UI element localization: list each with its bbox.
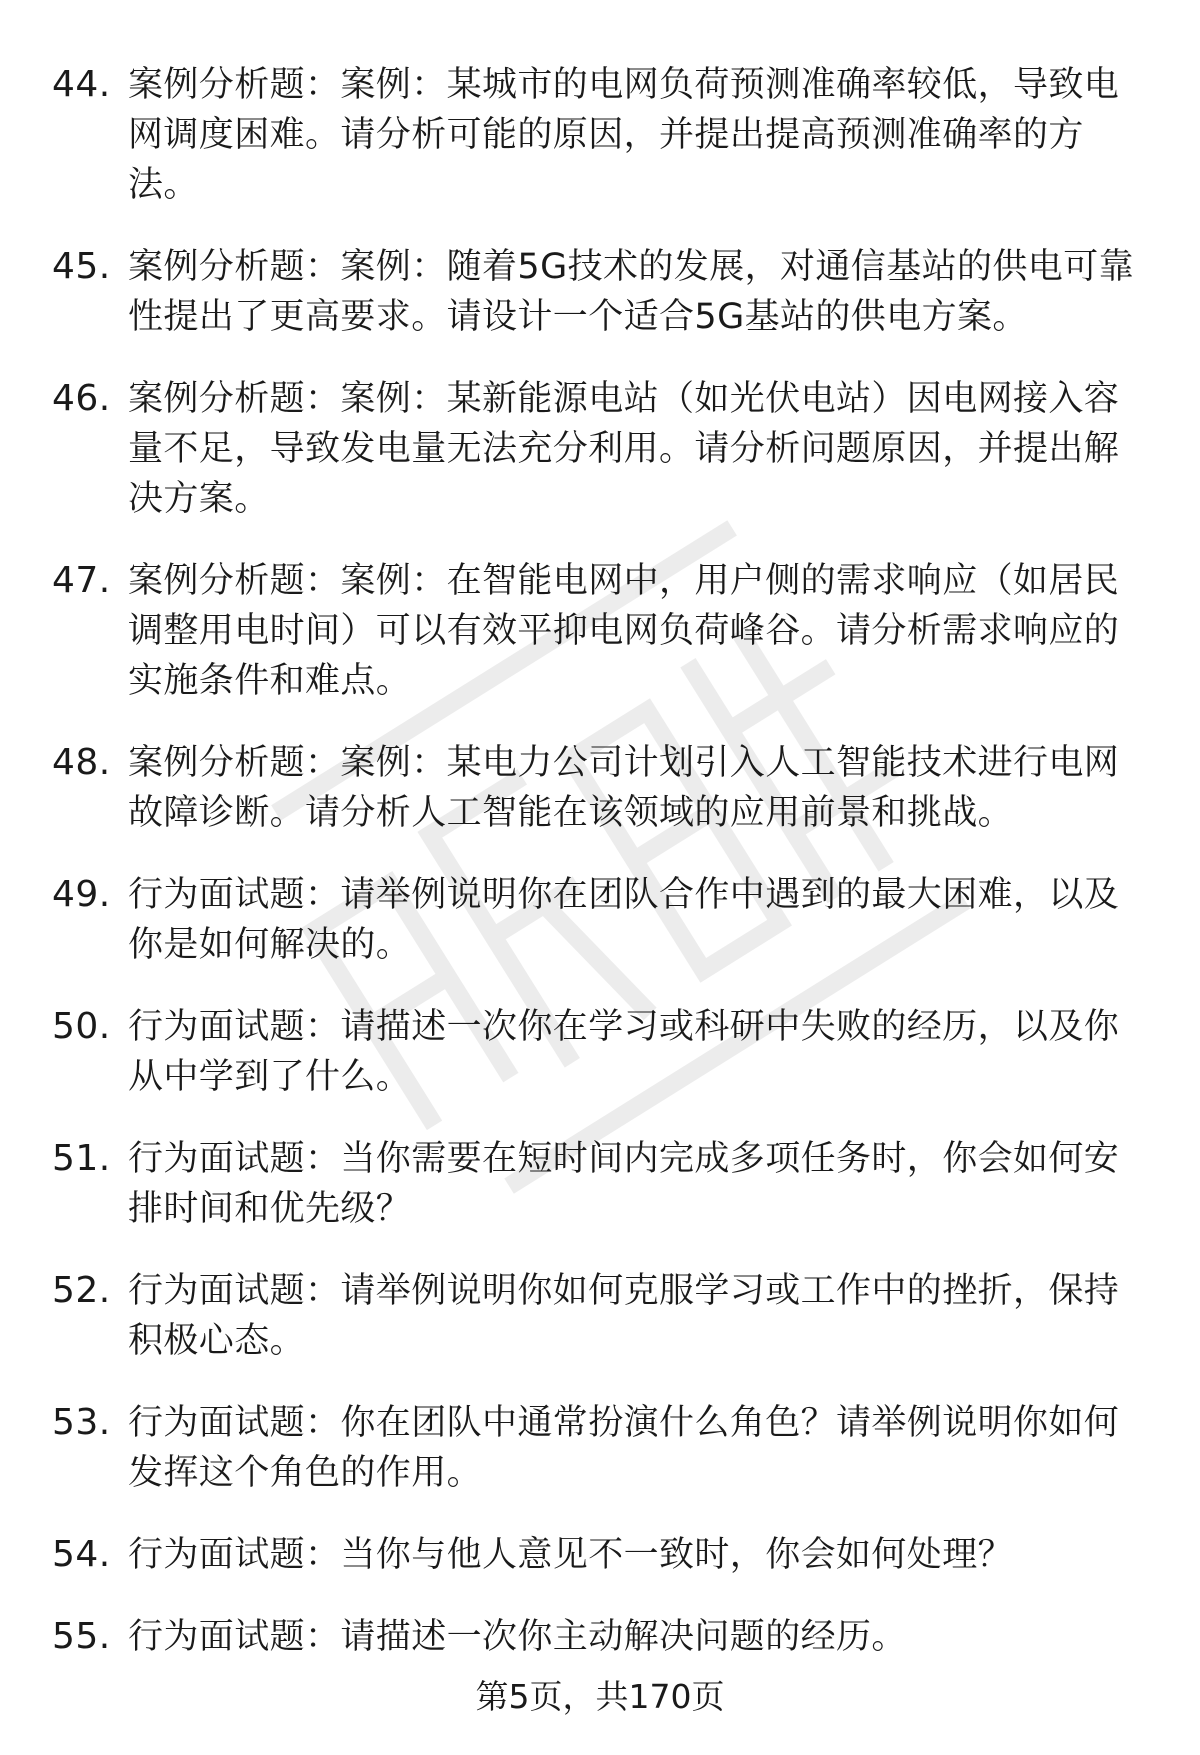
question-item [52, 1134, 1152, 1234]
question-number: 54. [52, 1534, 111, 1575]
question-text: 行为面试题：你在团队中通常扮演什么角色？请举例说明你如何发挥这个角色的作用。 [128, 1403, 1120, 1493]
question-item [52, 1002, 1152, 1102]
question-text: 行为面试题：请举例说明你如何克服学习或工作中的挫折，保持积极心态。 [128, 1271, 1120, 1361]
question-number: 52. [52, 1270, 111, 1311]
question-text: 案例分析题：案例：某电力公司计划引入人工智能技术进行电网故障诊断。请分析人工智能在该领域的应用前景和挑战。 [128, 743, 1120, 833]
question-item [52, 1398, 1152, 1498]
question-item [52, 242, 1152, 342]
question-text: 行为面试题：当你与他人意见不一致时，你会如何处理？ [128, 1535, 1014, 1575]
question-number: 46. [52, 378, 111, 419]
question-text: 案例分析题：案例：随着5G技术的发展，对通信基站的供电可靠性提出了更高要求。请设计一个适合5G基站的供电方案。 [128, 247, 1134, 337]
question-number: 53. [52, 1402, 111, 1443]
question-item [52, 374, 1152, 524]
page-number-footer: 第5页，共170页 [475, 1677, 725, 1716]
question-number: 48. [52, 742, 111, 783]
question-number: 44. [52, 64, 111, 105]
question-number: 51. [52, 1138, 111, 1179]
question-item [52, 60, 1152, 210]
question-text: 案例分析题：案例：在智能电网中，用户侧的需求响应（如居民调整用电时间）可以有效平抑电网负荷峰谷。请分析需求响应的实施条件和难点。 [128, 561, 1120, 701]
question-item [52, 870, 1152, 970]
question-text: 行为面试题：请举例说明你在团队合作中遇到的最大困难，以及你是如何解决的。 [128, 875, 1120, 965]
question-item [52, 1266, 1152, 1366]
question-item [52, 738, 1152, 838]
question-text: 行为面试题：请描述一次你主动解决问题的经历。 [128, 1617, 907, 1657]
question-item [52, 556, 1152, 706]
question-number: 47. [52, 560, 111, 601]
question-text: 案例分析题：案例：某新能源电站（如光伏电站）因电网接入容量不足，导致发电量无法充分利用。请分析问题原因，并提出解决方案。 [128, 379, 1120, 519]
question-text: 行为面试题：请描述一次你在学习或科研中失败的经历，以及你从中学到了什么。 [128, 1007, 1120, 1097]
question-number: 49. [52, 874, 111, 915]
question-text: 案例分析题：案例：某城市的电网负荷预测准确率较低，导致电网调度困难。请分析可能的原因，并提出提高预测准确率的方法。 [128, 65, 1120, 205]
question-number: 45. [52, 246, 111, 287]
question-number: 50. [52, 1006, 111, 1047]
question-number: 55. [52, 1616, 111, 1657]
question-item [52, 1612, 1152, 1662]
question-item [52, 1530, 1152, 1580]
question-text: 行为面试题：当你需要在短时间内完成多项任务时，你会如何安排时间和优先级？ [128, 1139, 1120, 1229]
question-list [52, 60, 1152, 1694]
